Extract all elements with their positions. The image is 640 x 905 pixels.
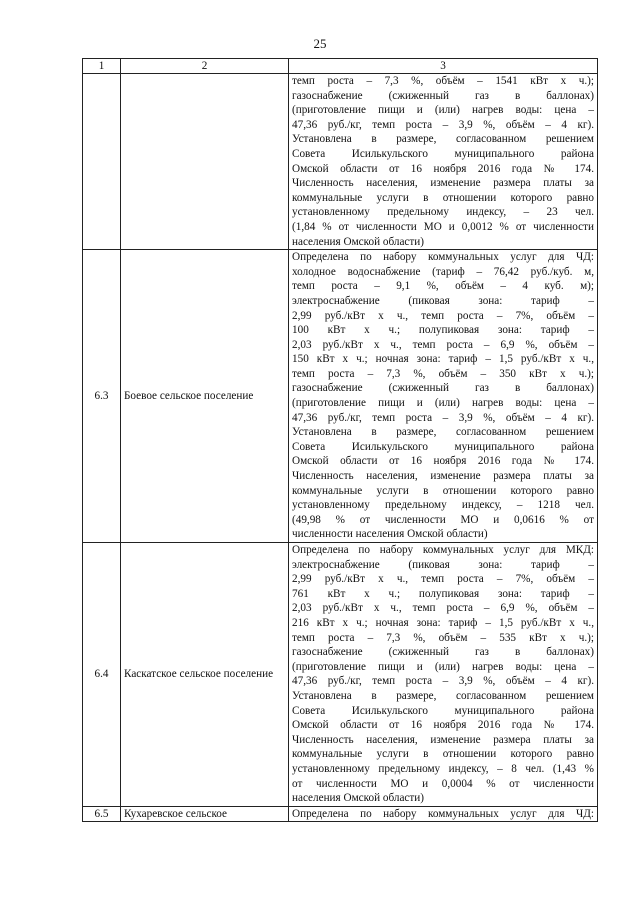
header-row: [83, 59, 598, 74]
settlement-name: Боевое сельское поселение: [121, 250, 289, 543]
text-line: Омской области от 16 ноября 2016 года № 174.: [292, 719, 594, 732]
text-line: Совета Исилькульского муниципального района: [292, 440, 594, 453]
header-col-3: 3: [289, 59, 598, 74]
row-number: [83, 74, 121, 250]
text-line: (приготовление пищи и (или) нагрев воды: цена –: [292, 104, 594, 117]
text-line: установленному предельному индексу, – 8 чел. (1,43 %: [292, 762, 594, 775]
page-number: 25: [313, 36, 327, 51]
text-line: 47,36 руб./кг, темп роста – 3,9 %, объём – 4 кг).: [292, 118, 594, 131]
text-line: Совета Исилькульского муниципального района: [292, 704, 594, 717]
row-description: [289, 74, 598, 250]
header-col-1: 1: [83, 59, 121, 74]
table-row: [83, 74, 598, 250]
text-line: населения Омской области): [292, 235, 424, 248]
text-line: Установлена в размере, согласованном решением: [292, 689, 594, 702]
text-line: 47,36 руб./кг, темп роста – 3,9 %, объём – 4 кг).: [292, 411, 594, 424]
text-line: Омской области от 16 ноября 2016 года № 174.: [292, 455, 594, 468]
text-line: Установлена в размере, согласованном решением: [292, 133, 594, 146]
text-line: 2,03 руб./кВт х ч., темп роста – 6,9 %, объём –: [292, 338, 594, 351]
text-line: коммунальные услуги в отношении которого равно: [292, 191, 594, 204]
text-line: Численность населения, изменение размера платы за: [292, 177, 594, 190]
text-line: Определена по набору коммунальных услуг для ЧД:: [292, 251, 594, 264]
text-line: темп роста – 7,3 %, объём – 350 кВт х ч.);: [292, 367, 594, 380]
text-line: 2,03 руб./кВт х ч., темп роста – 6,9 %, объём –: [292, 602, 594, 615]
text-line: Совета Исилькульского муниципальнoго района: [292, 147, 594, 160]
text-line: (приготовление пищи и (или) нагрев воды: цена –: [292, 660, 594, 673]
text-line: Численность населения, изменение размера платы за: [292, 733, 594, 746]
text-line: от численности МО и 0,0004 % от численности: [292, 777, 594, 790]
text-line: электроснабжение (пиковая зона: тариф –: [292, 558, 594, 571]
text-line: установленному предельному индексу, – 1218 чел.: [292, 499, 594, 512]
table-row: [83, 250, 598, 543]
settlement-name: Каскатское сельское поселение: [121, 543, 289, 807]
text-line: 47,36 руб./кг, темп роста – 3,9 %, объём – 4 кг).: [292, 675, 594, 688]
text-line: 216 кВт х ч.; ночная зона: тариф – 1,5 руб./кВт х ч.,: [292, 616, 594, 629]
text-line: газоснабжение (сжиженный газ в баллонах): [292, 89, 594, 102]
settlement-name: [121, 74, 289, 250]
text-line: газоснабжение (сжиженный газ в баллонах): [292, 382, 594, 395]
settlement-name: Кухаревское сельское: [121, 806, 289, 822]
row-number: 6.5: [83, 806, 121, 822]
text-line: (приготовление пищи и (или) нагрев воды: цена –: [292, 397, 594, 410]
row-description: [289, 250, 598, 543]
header-col-2: 2: [121, 59, 289, 74]
text-line: 761 кВт х ч.; полупиковая зона: тариф –: [292, 587, 594, 600]
text-line: темп роста – 9,1 %, объём – 4 куб. м);: [292, 280, 594, 293]
text-line: электроснабжение (пиковая зона: тариф –: [292, 294, 594, 307]
row-number: 6.4: [83, 543, 121, 807]
text-line: 100 кВт х ч.; полупиковая зона: тариф –: [292, 324, 594, 337]
tariff-table: [82, 58, 598, 822]
text-line: Определена по набору коммунальных услуг для МКД:: [292, 544, 594, 556]
row-description: [289, 806, 598, 822]
text-line: 2,99 руб./кВт х ч., темп роста – 7%, объём –: [292, 573, 594, 586]
text-line: темп роста – 7,3 %, объём – 1541 кВт х ч.);: [292, 75, 594, 87]
text-line: газоснабжение (сжиженный газ в баллонах): [292, 646, 594, 659]
text-line: коммунальные услуги в отношении которого равно: [292, 748, 594, 761]
text-line: (1,84 % от численности МО и 0,0012 % от численности: [292, 220, 594, 233]
text-line: населения Омской области): [292, 792, 424, 805]
text-line: 2,99 руб./кВт х ч., темп роста – 7%, объём –: [292, 309, 594, 322]
text-line: (49,98 % от численности МО и 0,0616 % от: [292, 513, 594, 526]
text-line: установленному предельному индексу, – 23 чел.: [292, 206, 594, 219]
table-row: [83, 543, 598, 807]
text-line: 150 кВт х ч.; ночная зона: тариф – 1,5 руб./кВт х ч.,: [292, 353, 594, 366]
text-line: Установлена в размере, согласованном решением: [292, 426, 594, 439]
row-number: 6.3: [83, 250, 121, 543]
text-line: численности населения Омской области): [292, 528, 488, 541]
table-row-partial: [83, 806, 598, 822]
text-line: Омской области от 16 ноября 2016 года № 174.: [292, 162, 594, 175]
text-line: Численность населения, изменение размера платы за: [292, 470, 594, 483]
row-description: [289, 543, 598, 807]
text-line: холодное водоснабжение (тариф – 76,42 руб./куб. м,: [292, 265, 594, 278]
text-line: коммунальные услуги в отношении которого равно: [292, 484, 594, 497]
text-line: темп роста – 7,3 %, объём – 535 кВт х ч.);: [292, 631, 594, 644]
text-line: Определена по набору коммунальных услуг для ЧД:: [292, 807, 594, 820]
